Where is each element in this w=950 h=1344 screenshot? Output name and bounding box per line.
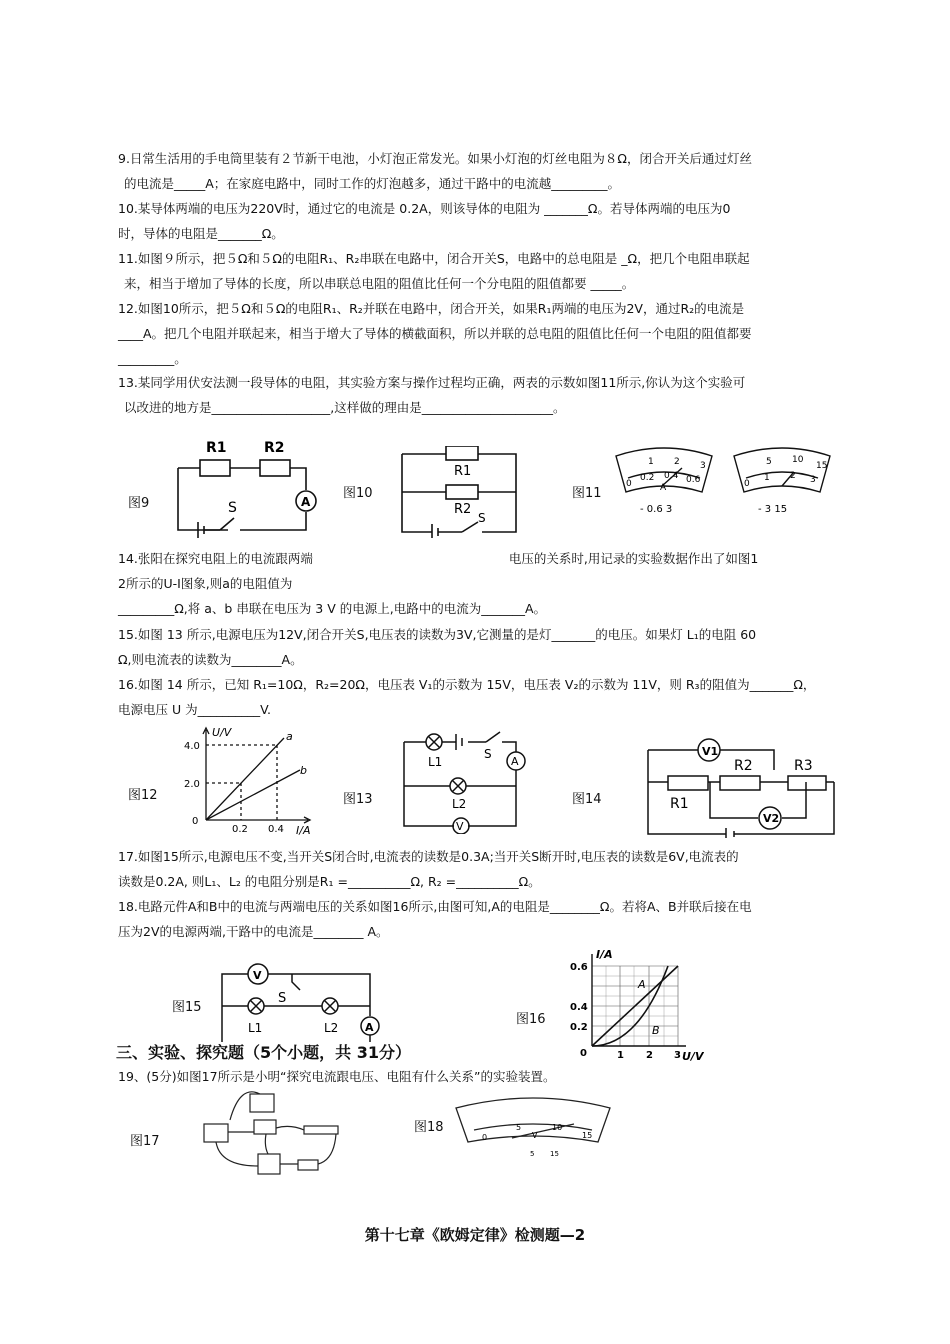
fig11-voltmeter bbox=[730, 446, 834, 518]
fig16-curve-b: B bbox=[652, 1024, 660, 1037]
fig16-i-tick-04: 0.4 bbox=[570, 1002, 588, 1013]
question-10 bbox=[118, 196, 838, 246]
fig13-l2: L2 bbox=[452, 797, 467, 811]
q17-line1: 17.如图15所示,电源电压不变,当开关S闭合时,电流表的读数是0.3A;当开关S断开时,电压表的读数是6V,电流表的 bbox=[118, 849, 739, 864]
q14-line2: 2所示的U-I图象,则a的电阻值为 bbox=[118, 576, 293, 591]
fig14-r1: R1 bbox=[670, 796, 689, 812]
fig12-i-tick-02: 0.2 bbox=[232, 824, 248, 835]
fig11-a-terms: - 0.6 3 bbox=[640, 504, 673, 515]
fig18-voltmeter bbox=[452, 1094, 614, 1164]
fig12-u-tick-2: 2.0 bbox=[184, 779, 200, 790]
fig16-curve-a: A bbox=[638, 978, 646, 991]
fig13-voltmeter: V bbox=[456, 820, 464, 833]
fig11-label: 图11 bbox=[572, 486, 602, 501]
fig18-terms-3: 5 bbox=[530, 1150, 535, 1158]
fig16-i-tick-0: 0 bbox=[580, 1048, 587, 1059]
fig18-label: 图18 bbox=[414, 1120, 444, 1135]
fig16-u-tick-2: 2 bbox=[646, 1050, 653, 1061]
question-18 bbox=[118, 894, 838, 944]
q12-line2: ____A。把几个电阻并联起来，相当于增大了导体的横截面积，所以并联的总电阻的阻值比任何一个电阻的阻值都要 bbox=[118, 326, 752, 341]
fig11-v-terms: - 3 15 bbox=[758, 504, 788, 515]
q12-line1: 12.如图10所示，把５Ω和５Ω的电阻R₁、R₂并联在电路中，闭合开关，如果R₁两端的电压为2V，通过R₂的电流是 bbox=[118, 301, 745, 316]
fig11-a-scale-0: 0 bbox=[626, 479, 632, 489]
fig12-line-a: a bbox=[286, 730, 293, 743]
fig14-label: 图14 bbox=[572, 792, 602, 807]
fig10-circuit bbox=[398, 446, 522, 538]
fig12-u-tick-0: 0 bbox=[192, 816, 199, 827]
fig12-u-axis: U/V bbox=[212, 726, 232, 739]
page-footer-title: 第十七章《欧姆定律》检测题—2 bbox=[364, 1226, 586, 1244]
question-11 bbox=[118, 246, 838, 296]
question-16 bbox=[118, 672, 838, 722]
fig15-s: S bbox=[278, 991, 287, 1006]
question-12 bbox=[118, 296, 838, 371]
q11-line2: 来，相当于增加了导体的长度，所以串联总电阻的阻值比任何一个分电阻的阻值都要 _____。 bbox=[124, 276, 635, 291]
fig12-i-axis: I/A bbox=[296, 824, 311, 837]
fig15-label: 图15 bbox=[172, 1000, 202, 1015]
q16-line1: 16.如图 14 所示，已知 R₁=10Ω，R₂=20Ω，电压表 V₁的示数为 15V，电压表 V₂的示数为 11V，则 R₃的阻值为_______Ω， bbox=[118, 677, 816, 692]
question-19 bbox=[118, 1064, 838, 1089]
fig18-scale-15: 15 bbox=[582, 1131, 593, 1140]
q12-line3: _________。 bbox=[118, 351, 187, 366]
fig12-label: 图12 bbox=[128, 788, 158, 803]
fig11-a-scale-3: 0.6 bbox=[686, 475, 701, 485]
fig18-unit: V bbox=[532, 1131, 538, 1140]
fig13-circuit bbox=[398, 728, 530, 834]
q10-line2: 时，导体的电阻是_______Ω。 bbox=[118, 226, 284, 241]
fig17-apparatus bbox=[200, 1090, 342, 1184]
q13-line2: 以改进的地方是___________________,这样做的理由是_____________________。 bbox=[124, 400, 566, 415]
q17-line2: 读数是0.2A, 则L₁、L₂ 的电阻分别是R₁ =__________Ω, R₂ =__________Ω。 bbox=[118, 874, 541, 889]
fig15-ammeter: A bbox=[365, 1021, 374, 1034]
q14-line1b: 电压的关系时,用记录的实验数据作出了如图1 bbox=[508, 551, 759, 566]
question-17 bbox=[118, 844, 838, 894]
q15-line2: Ω,则电流表的读数为________A。 bbox=[118, 652, 303, 667]
fig11-a-scale-4: 1 bbox=[648, 457, 654, 467]
fig9-circuit bbox=[170, 432, 320, 538]
fig9-s: S bbox=[228, 500, 237, 516]
q18-line1: 18.电路元件A和B中的电流与两端电压的关系如图16所示,由图可知,A的电阻是________Ω。若将A、B并联后接在电 bbox=[118, 899, 752, 914]
fig12-u-tick-4: 4.0 bbox=[184, 741, 200, 752]
fig12-graph bbox=[180, 722, 320, 838]
fig18-scale-5: 5 bbox=[516, 1123, 522, 1132]
fig11-a-scale-5: 2 bbox=[674, 457, 680, 467]
fig11-v-scale-0: 0 bbox=[744, 479, 750, 489]
fig16-u-tick-3: 3 bbox=[674, 1050, 681, 1061]
fig11-v-scale-3: 15 bbox=[816, 461, 828, 471]
fig11-v-scale-2: 10 bbox=[792, 455, 804, 465]
fig14-r2: R2 bbox=[734, 758, 753, 774]
fig16-graph bbox=[568, 946, 704, 1064]
fig11-a-unit: A bbox=[660, 483, 667, 493]
fig9-r1: R1 bbox=[206, 440, 227, 456]
fig10-label: 图10 bbox=[343, 486, 373, 501]
q11-line1: 11.如图９所示，把５Ω和５Ω的电阻R₁、R₂串联在电路中，闭合开关S，电路中的总电阻是 _Ω，把几个电阻串联起 bbox=[118, 251, 750, 266]
fig16-u-axis: U/V bbox=[682, 1050, 704, 1063]
q14-line1 bbox=[118, 546, 838, 571]
q14-line3: _________Ω,将 a、b 串联在电压为 3 V 的电源上,电路中的电流为_______A。 bbox=[118, 601, 547, 616]
fig11-v-scale-1: 5 bbox=[766, 457, 772, 467]
fig17-label: 图17 bbox=[130, 1134, 160, 1149]
fig10-r1: R1 bbox=[454, 464, 472, 479]
q9-line1: 9.日常生活用的手电筒里装有２节新干电池，小灯泡正常发光。如果小灯泡的灯丝电阻为８Ω，闭合开关后通过灯丝 bbox=[118, 151, 752, 166]
fig16-i-axis: I/A bbox=[596, 948, 613, 961]
fig16-i-tick-02: 0.2 bbox=[570, 1022, 588, 1033]
fig9-r2: R2 bbox=[264, 440, 285, 456]
fig16-label: 图16 bbox=[516, 1012, 546, 1027]
fig11-v-scale-6: 3 bbox=[810, 475, 816, 485]
fig14-circuit bbox=[644, 736, 836, 838]
fig12-line-b: b bbox=[300, 764, 307, 777]
fig16-u-tick-1: 1 bbox=[617, 1050, 624, 1061]
fig11-v-scale-4: 1 bbox=[764, 473, 770, 483]
q10-line1: 10.某导体两端的电压为220V时，通过它的电流是 0.2A，则该导体的电阻为 _______Ω。若导体两端的电压为0 bbox=[118, 201, 731, 216]
fig18-scale-0: 0 bbox=[482, 1133, 488, 1142]
q18-line2: 压为2V的电源两端,干路中的电流是________ A。 bbox=[118, 924, 389, 939]
question-15 bbox=[118, 622, 838, 672]
fig14-r3: R3 bbox=[794, 758, 813, 774]
fig14-v2: V2 bbox=[763, 812, 780, 825]
fig11-ammeter bbox=[612, 446, 716, 518]
q9-line2: 的电流是_____A；在家庭电路中，同时工作的灯泡越多，通过干路中的电流越_________。 bbox=[124, 176, 621, 191]
question-9 bbox=[118, 146, 838, 196]
fig15-l2: L2 bbox=[324, 1021, 339, 1035]
question-14 bbox=[118, 546, 838, 621]
fig11-a-scale-2: 0.4 bbox=[664, 471, 679, 481]
fig11-a-scale-6: 3 bbox=[700, 461, 706, 471]
fig15-l1: L1 bbox=[248, 1021, 263, 1035]
fig13-label: 图13 bbox=[343, 792, 373, 807]
q13-line1: 13.某同学用伏安法测一段导体的电阻，其实验方案与操作过程均正确，两表的示数如图11所示,你认为这个实验可 bbox=[118, 375, 746, 390]
fig14-v1: V1 bbox=[702, 745, 719, 758]
q15-line1: 15.如图 13 所示,电源电压为12V,闭合开关S,电压表的读数为3V,它测量的是灯_______的电压。如果灯 L₁的电阻 60 bbox=[118, 627, 757, 642]
fig13-l1: L1 bbox=[428, 755, 443, 769]
fig10-r2: R2 bbox=[454, 502, 472, 517]
q16-line2: 电源电压 U 为__________V. bbox=[118, 702, 272, 717]
fig9-ammeter: A bbox=[301, 495, 311, 509]
q19-text: 19、(5分)如图17所示是小明“探究电流跟电压、电阻有什么关系”的实验装置。 bbox=[118, 1069, 556, 1084]
fig13-s: S bbox=[484, 747, 492, 761]
fig11-v-scale-5: 2 bbox=[790, 471, 796, 481]
fig15-circuit bbox=[218, 960, 390, 1044]
fig16-i-tick-06: 0.6 bbox=[570, 962, 588, 973]
q14-line1a: 14.张阳在探究电阻上的电流跟两端 bbox=[118, 551, 313, 566]
fig12-i-tick-04: 0.4 bbox=[268, 824, 284, 835]
question-13 bbox=[118, 370, 838, 420]
section-3-heading: 三、实验、探究题（5个小题，共 31分） bbox=[116, 1043, 411, 1062]
fig15-voltmeter: V bbox=[253, 969, 262, 982]
fig13-ammeter: A bbox=[511, 755, 519, 768]
fig9-label: 图9 bbox=[128, 496, 150, 511]
fig18-terms-15: 15 bbox=[550, 1150, 559, 1158]
fig11-a-scale-1: 0.2 bbox=[640, 473, 655, 483]
fig18-scale-10: 10 bbox=[552, 1123, 563, 1132]
fig10-s: S bbox=[478, 511, 486, 525]
